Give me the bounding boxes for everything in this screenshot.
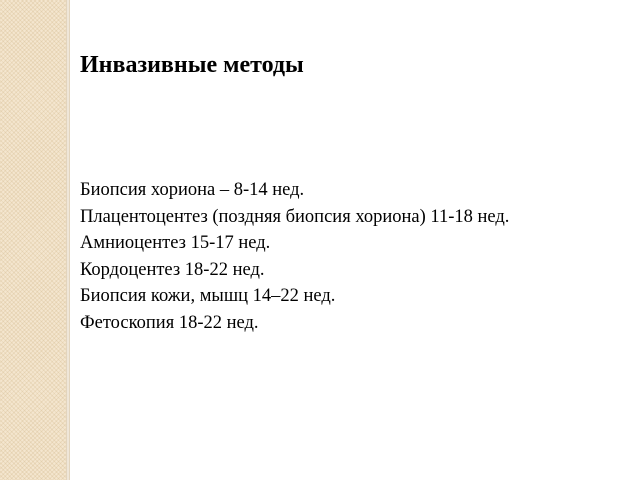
list-item: Биопсия хориона – 8-14 нед. <box>80 180 305 200</box>
list-item: Фетоскопия 18-22 нед. <box>80 312 259 333</box>
side-divider <box>66 0 70 480</box>
list-item: Кордоцентез 18-22 нед. <box>80 259 265 280</box>
methods-list <box>80 177 509 336</box>
decorative-side-band <box>0 0 66 480</box>
list-item: Амниоцентез 15-17 нед. <box>80 233 271 253</box>
slide-title: Инвазивные методы <box>80 52 304 78</box>
list-item: Биопсия кожи, мышц 14–22 нед. <box>80 286 336 306</box>
list-item: Плацентоцентез (поздняя биопсия хориона) 11-18 нед. <box>80 206 510 227</box>
